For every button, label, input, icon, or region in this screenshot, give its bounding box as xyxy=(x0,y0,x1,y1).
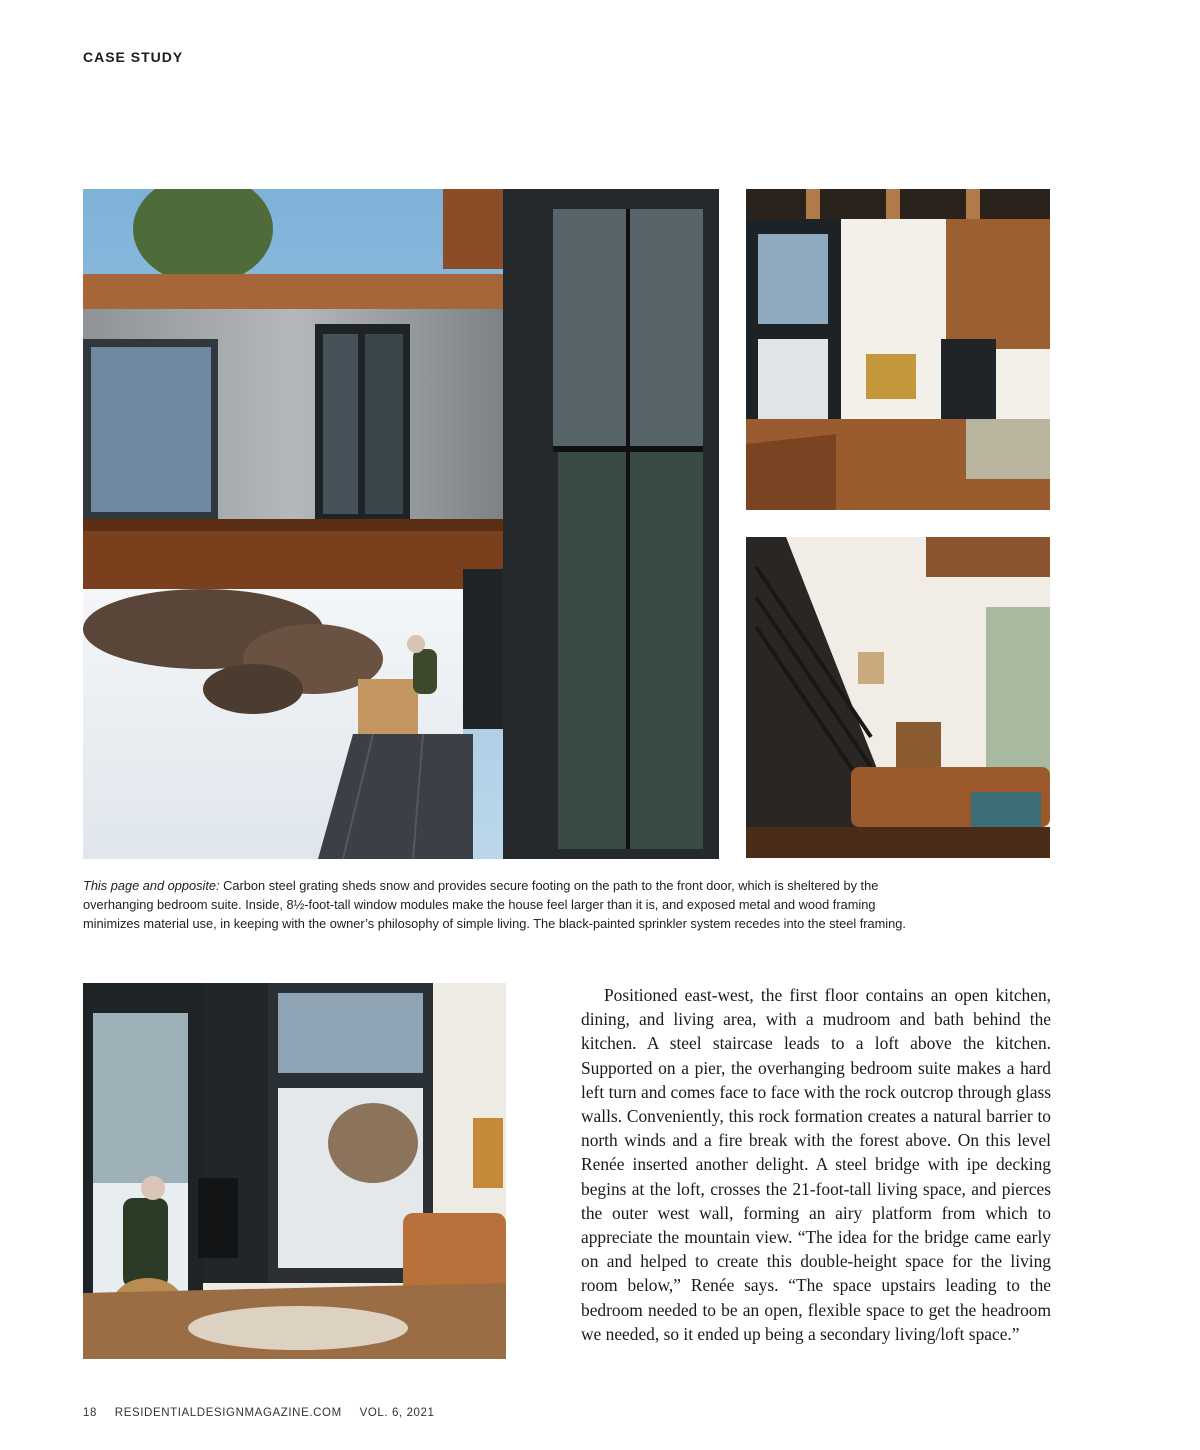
caption-lead: This page and opposite: xyxy=(83,878,220,893)
page-footer xyxy=(83,1407,449,1419)
section-label: CASE STUDY xyxy=(83,49,184,65)
footer-volume: VOL. 6, 2021 xyxy=(359,1407,435,1419)
footer-site: RESIDENTIALDESIGNMAGAZINE.COM xyxy=(114,1407,342,1419)
exterior-house-photo xyxy=(83,189,719,859)
caption-text: Carbon steel grating sheds snow and provides secure footing on the path to the front door, which is sheltered by the overhanging bedroom suite. Inside, 8½-foot-tall window modules make the house feel larger than it is, and exposed metal and wood framing minimizes material use, in keeping with the owner’s philosophy of simple living. The black-painted sprinkler system recedes into the steel framing. xyxy=(83,878,906,931)
interior-staircase-photo xyxy=(746,537,1050,858)
interior-living-photo xyxy=(746,189,1050,510)
living-room-photo xyxy=(83,983,506,1359)
article-body xyxy=(581,983,1051,1346)
page-number: 18 xyxy=(83,1407,97,1419)
article-paragraph: Positioned east-west, the first floor contains an open kitchen, dining, and living area, with a mudroom and bath behind the kitchen. A steel staircase leads to a loft above the kitchen. Supported on a pier, the overhanging bedroom suite makes a hard left turn and comes face to face with the rock outcrop through glass walls. Conveniently, this rock formation creates a natural barrier to north winds and a fire break with the forest above. On this level Renée inserted another delight. A steel bridge with ipe decking begins at the loft, crosses the 21-foot-tall living space, and pierces the outer west wall, forming an airy platform from which to appreciate the mountain view. “The idea for the bridge came early on and helped to create this double-height space for the living room below,” Renée says. “The space upstairs leading to the bedroom needed to be an open, flexible space to get the headroom we needed, so it ended up being a secondary living/loft space.” xyxy=(581,985,1051,1344)
photo-caption xyxy=(83,876,913,933)
